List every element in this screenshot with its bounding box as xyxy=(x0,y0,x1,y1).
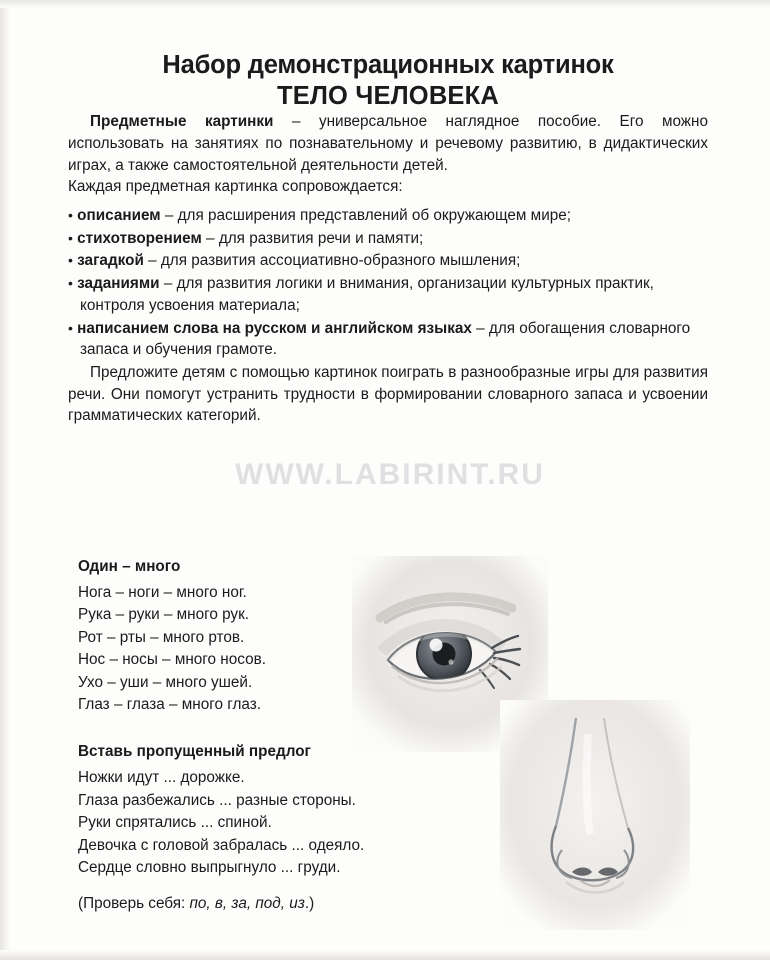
exercise-line: Глаз – глаза – много глаз. xyxy=(78,696,261,714)
exercise-line: Глаза разбежались ... разные стороны. xyxy=(78,791,356,809)
nose-photo xyxy=(500,700,690,930)
exercise-line: Ножки идут ... дорожке. xyxy=(78,769,245,787)
bullet-icon: • xyxy=(68,206,73,223)
answer-prefix: (Проверь себя: xyxy=(78,895,190,913)
list-item xyxy=(68,318,708,361)
page-title: Набор демонстрационных картинок xyxy=(162,51,614,79)
scan-edge-top xyxy=(0,0,770,8)
feature-list xyxy=(68,205,708,361)
scan-edge-left xyxy=(0,0,10,960)
list-item-text: – для обогащения словарного запаса и обучения грамоте. xyxy=(80,319,691,359)
list-item-text: – для развития речи и памяти; xyxy=(201,229,424,247)
exercise-line: Нос – носы – много носов. xyxy=(78,651,266,669)
list-item xyxy=(68,250,708,272)
exercise-heading: Вставь пропущенный предлог xyxy=(78,743,311,761)
exercise-line: Рот – рты – много ртов. xyxy=(78,628,245,646)
closing-paragraph: Предложите детям с помощью картинок поиграть в разнообразные игры для развития речи. Они помогут устранить трудности в формировании словарного запаса и усвоении грамматических категорий. xyxy=(68,363,708,425)
exercise-answer xyxy=(78,895,408,913)
lead-in-paragraph: Каждая предметная картинка сопровождается: xyxy=(68,178,403,196)
exercise-line: Девочка с головой забралась ... одеяло. xyxy=(78,836,365,854)
bullet-icon: • xyxy=(68,275,73,292)
exercise-line: Рука – руки – много рук. xyxy=(78,606,250,624)
intro-rest: – универсальное наглядное пособие. Его можно использовать на занятиях по познавательному и речевому развитию, в дидактических играх, а также самостоятельной деятельности детей. xyxy=(68,113,708,174)
exercise-heading: Один – много xyxy=(78,558,181,575)
scan-edge-bottom xyxy=(0,950,770,960)
bullet-icon: • xyxy=(68,229,73,246)
list-item-text: – для развития логики и внимания, организации культурных практик, контроля усвоения материала; xyxy=(80,275,654,314)
exercise-block-two xyxy=(78,743,408,913)
list-item-term: загадкой xyxy=(77,252,144,270)
intro-paragraph xyxy=(68,111,708,176)
answer-suffix: .) xyxy=(304,895,315,913)
list-item-term: стихотворением xyxy=(77,229,202,247)
exercise-line: Нога – ноги – много ног. xyxy=(78,584,247,601)
list-item-text: – для развития ассоциативно-образного мышления; xyxy=(143,252,521,270)
exercise-line: Сердце словно выпрыгнуло ... груди. xyxy=(78,859,341,877)
list-item xyxy=(68,273,708,316)
list-item-term: описанием xyxy=(77,206,161,224)
intro-lead: Предметные картинки xyxy=(90,113,274,131)
watermark: WWW.LABIRINT.RU xyxy=(235,458,545,491)
answer-values: по, в, за, под, из xyxy=(189,895,305,913)
page-subtitle: ТЕЛО ЧЕЛОВЕКА xyxy=(276,82,500,111)
list-item xyxy=(68,228,708,250)
list-item xyxy=(68,205,708,227)
list-item-text: – для расширения представлений об окружающем мире; xyxy=(160,206,572,224)
document-body xyxy=(68,50,708,427)
exercise-line: Руки спрятались ... спиной. xyxy=(78,814,272,832)
bullet-icon: • xyxy=(68,252,73,269)
list-item-term: написанием слова на русском и английском языках xyxy=(77,319,472,337)
exercise-line: Ухо – уши – много ушей. xyxy=(78,673,253,691)
bullet-icon: • xyxy=(68,319,73,336)
list-item-term: заданиями xyxy=(77,275,160,293)
